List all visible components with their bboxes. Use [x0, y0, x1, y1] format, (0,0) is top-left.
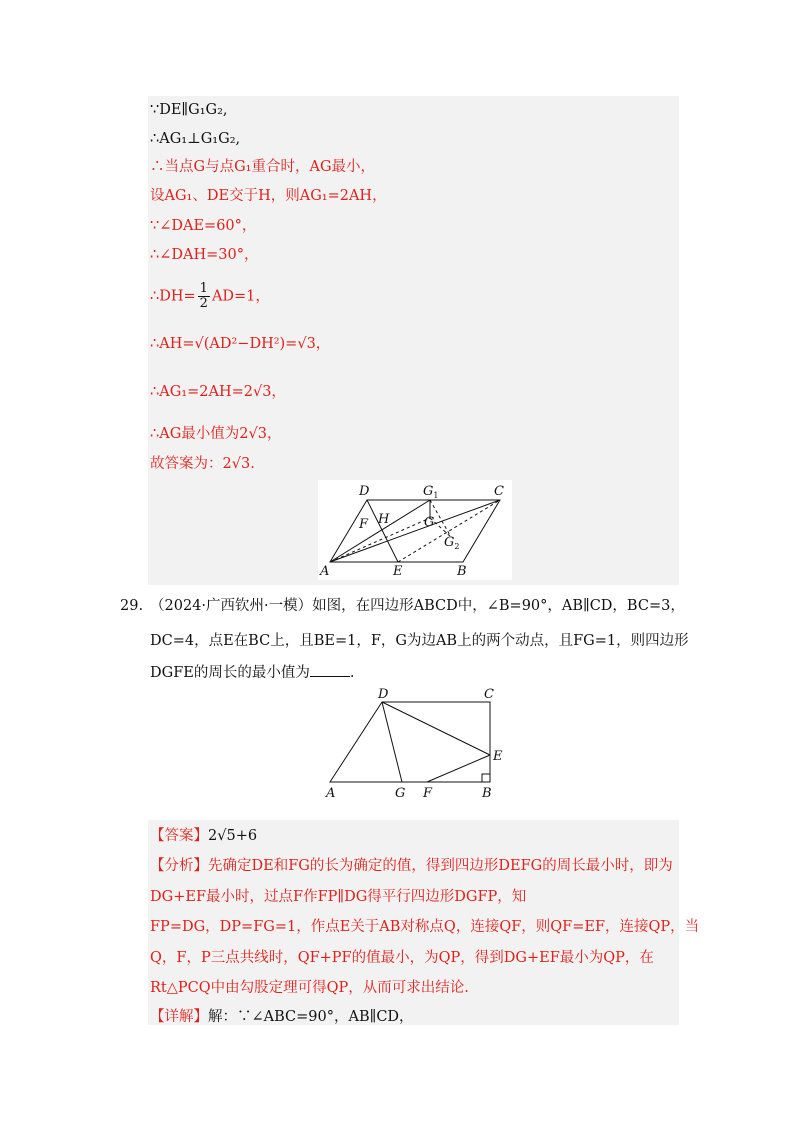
label-C: C — [494, 484, 504, 499]
label-H: H — [378, 512, 390, 527]
solution-line-11: 故答案为：2√3. — [150, 456, 255, 472]
analysis-line-3: FP=DG，DP=FG=1，作点E关于AB对称点Q，连接QF，则QF=EF，连接QP，当 — [150, 919, 700, 935]
question-line-1: （2024·广西钦州·一模）如图，在四边形ABCD中，∠B=90°，AB∥CD，BC=3， — [150, 598, 685, 614]
analysis-line-2: DG+EF最小时，过点F作FP∥DG得平行四边形DGFP，知 — [150, 889, 527, 905]
label-A: A — [326, 786, 336, 801]
detail-label: 【详解】 — [150, 1009, 208, 1025]
label-D: D — [378, 687, 389, 702]
dh-eq: ∴DH= — [150, 288, 196, 305]
answer-value: 2√5+6 — [208, 828, 258, 844]
fraction-half — [198, 282, 210, 311]
detail-line — [150, 1007, 414, 1027]
solution-line-2: ∴AG₁⊥G₁G₂, — [150, 131, 241, 147]
label-G: G — [424, 515, 435, 530]
figure-quadrilateral — [320, 684, 510, 802]
solution-line-6: ∴∠DAH=30°， — [150, 247, 259, 263]
label-G: G — [395, 786, 406, 801]
label-F: F — [359, 517, 369, 532]
solution-line-5: ∵∠DAE=60°， — [150, 218, 257, 234]
label-D: D — [359, 484, 370, 499]
solution-line-9: ∴AG₁=2AH=2√3， — [150, 384, 286, 400]
solution-line-8: ∴AH=√(AD²−DH²)=√3， — [150, 336, 331, 352]
label-G2: $G_2$ — [444, 535, 460, 551]
figure-parallelogram — [318, 480, 512, 580]
question-number: 29. — [120, 598, 144, 614]
ad-eq: AD=1， — [211, 288, 270, 305]
answer-label: 【答案】 — [150, 828, 208, 844]
fraction-num: 1 — [199, 281, 208, 296]
question-line-2: DC=4，点E在BC上，且BE=1，F，G为边AB上的两个动点，且FG=1，则四边形 — [150, 633, 689, 649]
question-line-3-text: DGFE的周长的最小值为 — [150, 665, 310, 681]
label-B: B — [457, 564, 467, 579]
fraction-den: 2 — [199, 296, 208, 311]
solution-line-1: ∵DE∥G₁G₂, — [150, 102, 228, 118]
solution-line-4: 设AG₁、DE交于H，则AG₁=2AH， — [150, 188, 387, 204]
label-F: F — [423, 786, 433, 801]
question-line-3 — [150, 662, 354, 683]
label-B: B — [482, 786, 492, 801]
analysis-label: 【分析】 — [150, 858, 208, 874]
detail-text: 解：∵∠ABC=90°，AB∥CD， — [208, 1009, 414, 1025]
analysis-line-1 — [150, 856, 673, 876]
label-E: E — [393, 564, 403, 579]
label-C: C — [484, 687, 494, 702]
answer-blank — [310, 662, 350, 677]
solution-line-10: ∴AG最小值为2√3， — [150, 426, 282, 442]
solution-line-7 — [150, 282, 270, 311]
answer-line — [150, 826, 257, 846]
analysis-line-4: Q，F，P三点共线时，QF+PF的值最小，为QP，得到DG+EF最小为QP，在 — [150, 950, 654, 966]
solution-line-3: ∴当点G与点G₁重合时，AG最小， — [150, 159, 376, 175]
analysis-text-1: 先确定DE和FG的长为确定的值，得到四边形DEFG的周长最小时，即为 — [208, 858, 673, 874]
analysis-line-5: Rt△PCQ中由勾股定理可得QP，从而可求出结论. — [150, 980, 469, 996]
question-line-3-end: . — [349, 665, 355, 681]
label-G1: $G_1$ — [423, 484, 439, 500]
label-E: E — [493, 749, 503, 764]
label-A: A — [320, 564, 330, 579]
